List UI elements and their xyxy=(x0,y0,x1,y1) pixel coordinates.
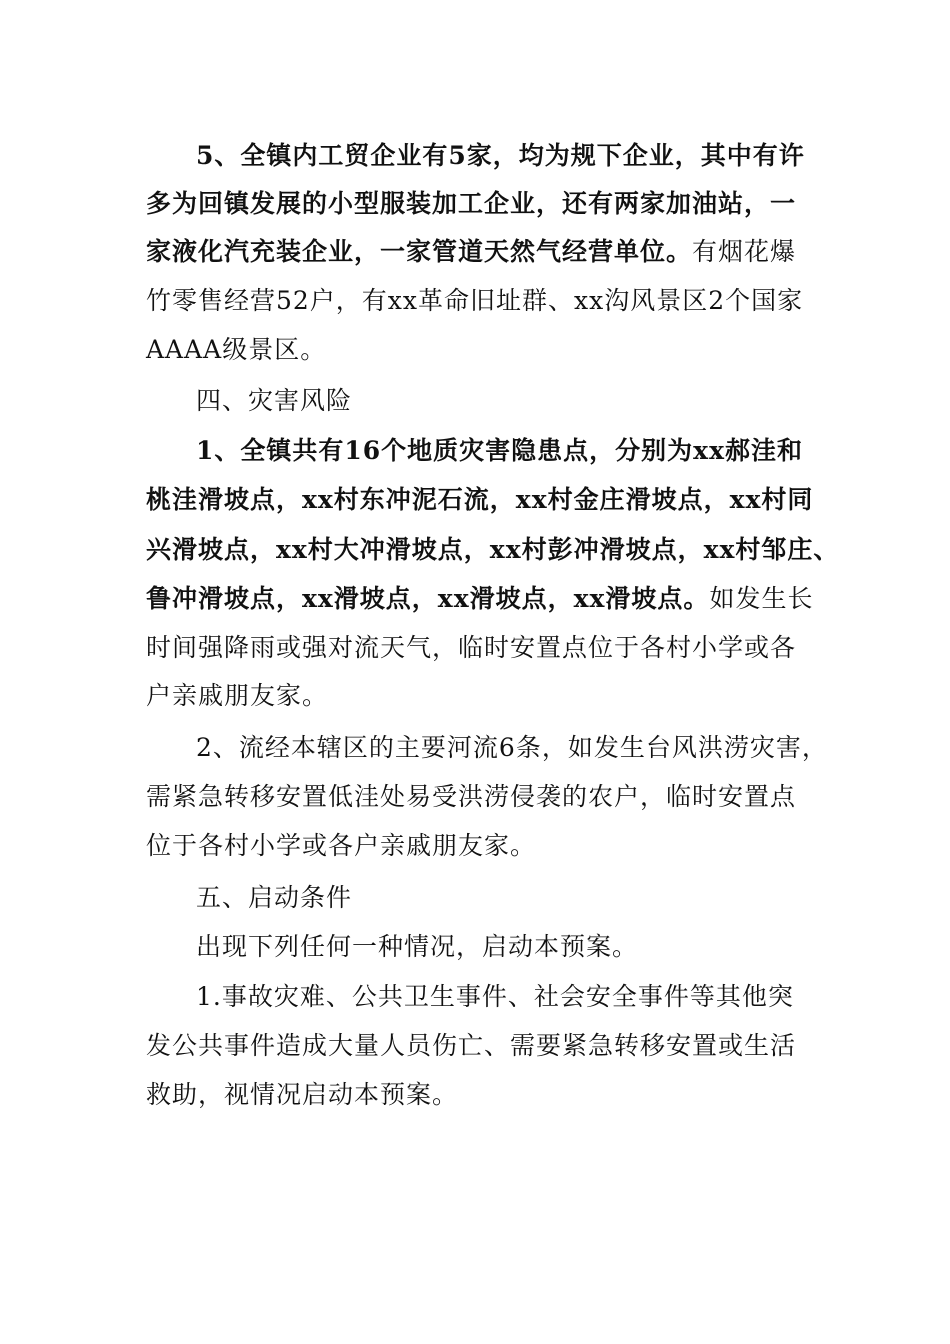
normal-text: 需紧急转移安置低洼处易受洪涝侵袭的农户，临时安置点 xyxy=(146,782,797,811)
text-line xyxy=(146,188,796,220)
normal-text: 位于各村小学或各户亲戚朋友家。 xyxy=(146,831,537,860)
normal-text: 竹零售经营52户，有xx革命旧址群、xx沟风景区2个国家 xyxy=(146,286,804,315)
text-line xyxy=(146,534,839,566)
normal-text: 有烟花爆 xyxy=(692,237,797,266)
normal-text: 四、灾害风险 xyxy=(196,386,353,415)
normal-text: 1.事故灾难、公共卫生事件、社会安全事件等其他突 xyxy=(196,982,794,1011)
bold-text: 桃洼滑坡点，xx村东冲泥石流，xx村金庄滑坡点，xx村同 xyxy=(146,485,814,514)
text-line xyxy=(146,830,536,862)
text-line xyxy=(146,680,328,712)
normal-text: 时间强降雨或强对流天气，临时安置点位于各村小学或各 xyxy=(146,633,797,662)
text-line xyxy=(146,583,813,615)
text-line xyxy=(146,334,326,366)
normal-text: 户亲戚朋友家。 xyxy=(146,681,329,710)
text-line xyxy=(146,484,813,516)
normal-text: 如发生长 xyxy=(709,584,814,613)
bold-text: 1、全镇共有16个地质灾害隐患点，分别为xx郝洼和 xyxy=(196,436,803,465)
section-heading xyxy=(196,385,352,417)
normal-text: 五、启动条件 xyxy=(196,883,353,912)
normal-text: 发公共事件造成大量人员伤亡、需要紧急转移安置或生活 xyxy=(146,1031,797,1060)
text-line xyxy=(196,140,805,172)
bold-text: 兴滑坡点，xx村大冲滑坡点，xx村彭冲滑坡点，xx村邹庄、 xyxy=(146,535,840,564)
normal-text: AAAA级景区。 xyxy=(146,335,327,364)
text-line xyxy=(196,931,638,963)
text-line xyxy=(196,732,828,764)
text-line xyxy=(196,981,794,1013)
bold-text: 多为回镇发展的小型服装加工企业，还有两家加油站，一 xyxy=(146,189,797,218)
bold-text: 5、全镇内工贸企业有5家，均为规下企业，其中有许 xyxy=(196,141,805,170)
normal-text: 救助，视情况启动本预案。 xyxy=(146,1080,459,1109)
bold-text: 鲁冲滑坡点，xx滑坡点，xx滑坡点，xx滑坡点。 xyxy=(146,584,710,613)
text-line xyxy=(146,781,796,813)
normal-text: 2、流经本辖区的主要河流6条，如发生台风洪涝灾害， xyxy=(196,733,828,762)
normal-text: 出现下列任何一种情况，启动本预案。 xyxy=(196,932,639,961)
text-line xyxy=(146,285,803,317)
text-line xyxy=(196,435,803,467)
text-line xyxy=(146,1079,458,1111)
section-heading xyxy=(196,882,352,914)
bold-text: 家液化汽充装企业，一家管道天然气经营单位。 xyxy=(146,237,693,266)
text-line xyxy=(146,236,796,268)
text-line xyxy=(146,1030,796,1062)
text-line xyxy=(146,632,796,664)
